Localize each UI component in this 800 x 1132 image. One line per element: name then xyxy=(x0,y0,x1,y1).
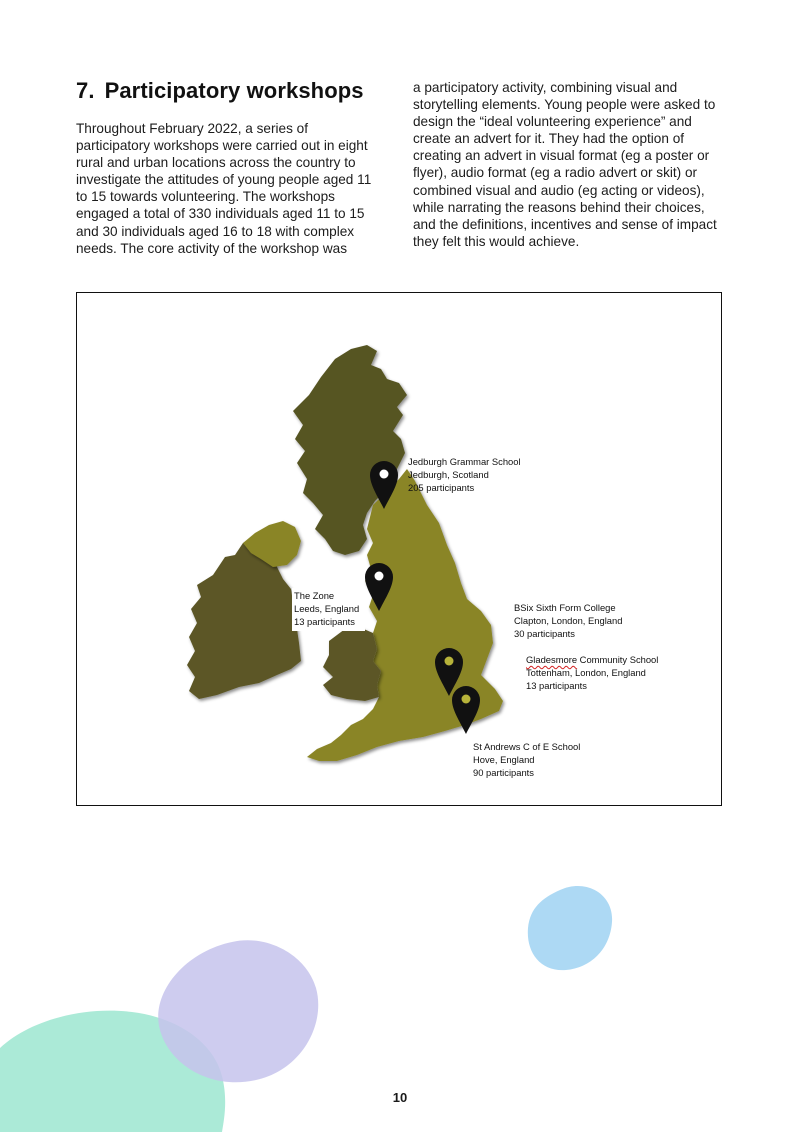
lavender-blob xyxy=(158,940,318,1082)
workshop-locations-map xyxy=(76,292,722,806)
uk-ireland-map-graphic xyxy=(77,293,720,804)
location-place: Jedburgh, Scotland xyxy=(408,469,489,481)
location-participants: 13 participants xyxy=(526,680,587,692)
location-participants: 30 participants xyxy=(514,628,575,640)
location-name-rest: Community School xyxy=(577,654,659,665)
location-label-the-zone xyxy=(292,588,365,631)
section-number: 7. xyxy=(76,78,95,103)
location-place: Leeds, England xyxy=(294,603,360,615)
body-text-right-column: a participatory activity, combining visual and storytelling elements. Young people were asked to design the “ideal volunteering experience” and create an advert for it. They had the option of creating an advert in visual format (eg a poster or flyer), audio format (eg a radio advert or skit) or combined visual and audio (eg acting or videos), while narrating the reasons behind their choices, and the definitions, incentives and sense of impact they felt this would achieve. xyxy=(413,80,717,249)
location-name xyxy=(526,653,658,666)
location-participants: 13 participants xyxy=(294,616,355,628)
location-name: Jedburgh Grammar School xyxy=(408,456,521,467)
spellcheck-underlined-word: Gladesmore xyxy=(526,654,578,665)
location-label-gladesmore xyxy=(526,653,658,693)
page-number: 10 xyxy=(392,1090,408,1105)
section-title: Participatory workshops xyxy=(104,78,364,103)
location-participants: 205 participants xyxy=(408,482,475,494)
sky-blob xyxy=(528,886,612,970)
location-name: BSix Sixth Form College xyxy=(514,602,616,613)
location-place: Tottenham, London, England xyxy=(526,667,646,679)
location-name: The Zone xyxy=(294,590,335,601)
location-name: St Andrews C of E School xyxy=(473,741,581,752)
location-label-jedburgh xyxy=(408,455,521,495)
body-text-left-column: Throughout February 2022, a series of participatory workshops were carried out in eight rural and urban locations across the country to investigate the attitudes of young people aged 11 to 15 towards volunteering. The workshops engaged a total of 330 individuals aged 11 to 15 and 30 individuals aged 16 to 18 with complex needs. The core activity of the workshop was xyxy=(76,121,372,256)
section-heading xyxy=(76,78,364,104)
wales-region xyxy=(323,627,381,701)
location-place: Hove, England xyxy=(473,754,535,766)
location-label-st-andrews xyxy=(473,740,580,780)
location-label-bsix xyxy=(514,601,622,641)
location-participants: 90 participants xyxy=(473,767,534,779)
location-place: Clapton, London, England xyxy=(514,615,623,627)
